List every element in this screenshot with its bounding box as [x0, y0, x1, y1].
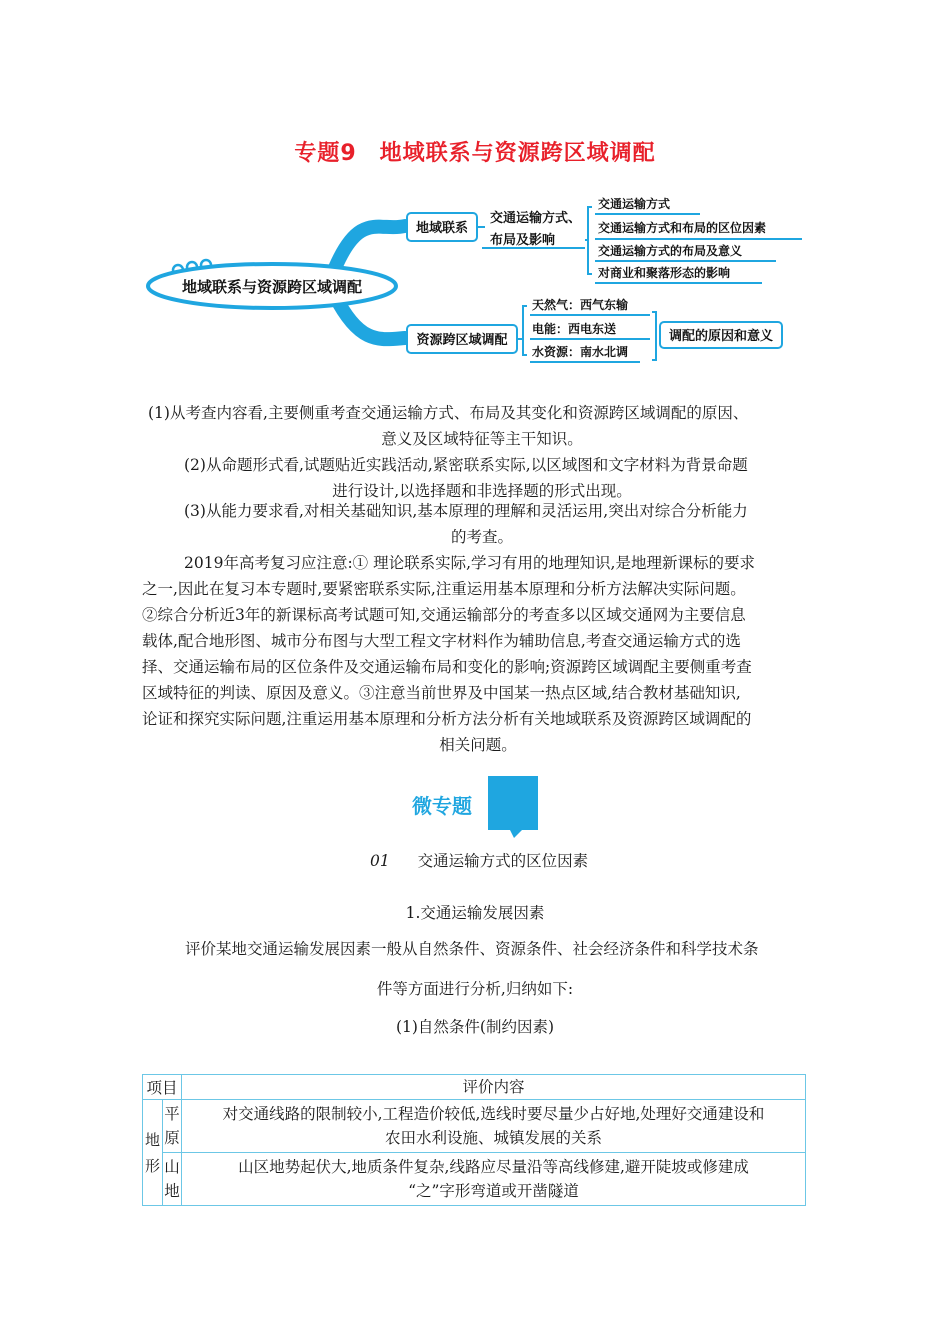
- para4-line6: 区域特征的判读、原因及意义。③注意当前世界及中国某一热点区域,结合教材基础知识,: [142, 684, 741, 702]
- mindmap-connector-top: [335, 226, 405, 268]
- mindmap-branch1-label: 地域联系: [415, 221, 469, 236]
- mindmap-branch2-label: 资源跨区域调配: [416, 333, 508, 348]
- mindmap-result-label: 调配的原因和意义: [668, 329, 774, 344]
- table-header-content: 评价内容: [182, 1075, 806, 1100]
- para4-line1: 2019年高考复习应注意:① 理论联系实际,学习有用的地理知识,是地理新课标的要求: [184, 554, 755, 572]
- section-heading: [370, 849, 588, 871]
- table-sub-label: 山地: [163, 1153, 182, 1206]
- mindmap-leaf: 交通运输方式: [598, 197, 671, 211]
- para1-line2: 意义及区域特征等主干知识。: [381, 430, 583, 448]
- para2-line2: 进行设计,以选择题和非选择题的形式出现。: [332, 482, 632, 500]
- mindmap-leaf: 交通运输方式和布局的区位因素: [598, 221, 767, 235]
- para3-line2: 的考查。: [450, 528, 513, 546]
- table-cell: 农田水利设施、城镇发展的关系: [384, 1129, 602, 1147]
- page-title: 专题9 地域联系与资源跨区域调配: [294, 141, 656, 166]
- mindmap-root-label: 地域联系与资源跨区域调配: [181, 278, 363, 296]
- table-cell: “之”字形弯道或开凿隧道: [408, 1182, 579, 1200]
- subheading-1: 1.交通运输发展因素: [405, 904, 545, 922]
- mindmap-leaf: 电能：西电东送: [532, 322, 617, 336]
- para1-line1: (1)从考查内容看,主要侧重考查交通运输方式、布局及其变化和资源跨区域调配的原因、: [148, 404, 749, 422]
- table-row: [143, 1100, 806, 1153]
- section-title: 交通运输方式的区位因素: [417, 852, 589, 870]
- table-row: [143, 1153, 806, 1206]
- subheading-2: (1)自然条件(制约因素): [395, 1018, 555, 1036]
- para4-line2: 之一,因此在复习本专题时,要紧密联系实际,注重运用基本原理和分析方法解决实际问题。: [142, 580, 746, 598]
- mindmap-leaf: 天然气：西气东输: [532, 298, 629, 312]
- mindmap-leaf: 水资源：南水北调: [532, 345, 629, 359]
- table-sub-label: 平原: [163, 1100, 182, 1153]
- table-group-label: 地形: [143, 1100, 163, 1206]
- para3-line1: (3)从能力要求看,对相关基础知识,基本原理的理解和灵活运用,突出对综合分析能力: [184, 502, 748, 520]
- table-cell: 山区地势起伏大,地质条件复杂,线路应尽量沿等高线修建,避开陡坡或修建成: [238, 1158, 749, 1176]
- section-number: 01: [370, 852, 390, 870]
- table-header-row: [143, 1075, 806, 1100]
- para4-line4: 载体,配合地形图、城市分布图与大型工程文字材料作为辅助信息,考查交通运输方式的选: [142, 632, 741, 650]
- para4-line3: ②综合分析近3年的新课标高考试题可知,交通运输部分的考查多以区域交通网为主要信息: [142, 606, 746, 624]
- mindmap-leaf: 交通运输方式的布局及意义: [598, 244, 743, 258]
- para4-line8: 相关问题。: [439, 736, 517, 754]
- badge-label: 微专题: [412, 794, 472, 818]
- terrain-table: [142, 1074, 806, 1206]
- mindmap-branch1-sub1: 交通运输方式、: [490, 211, 582, 226]
- mindmap-branch1-sub2: 布局及影响: [490, 233, 556, 248]
- para4-line5: 择、交通运输布局的区位条件及交通运输布局和变化的影响;资源跨区域调配主要侧重考查: [142, 658, 752, 676]
- badge-flag-icon: [488, 776, 540, 840]
- mind-map: [0, 0, 950, 380]
- mindmap-leaf: 对商业和聚落形态的影响: [598, 266, 731, 280]
- table-cell: 对交通线路的限制较小,工程造价较低,选线时要尽量少占好地,处理好交通建设和: [222, 1105, 765, 1123]
- para4-line7: 论证和探究实际问题,注重运用基本原理和分析方法分析有关地域联系及资源跨区域调配的: [142, 710, 752, 728]
- intro-line1: 评价某地交通运输发展因素一般从自然条件、资源条件、社会经济条件和科学技术条: [185, 940, 759, 958]
- intro-line2: 件等方面进行分析,归纳如下:: [376, 980, 574, 998]
- table-header-item: 项目: [143, 1075, 182, 1100]
- para2-line1: (2)从命题形式看,试题贴近实践活动,紧密联系实际,以区域图和文字材料为背景命题: [184, 456, 748, 474]
